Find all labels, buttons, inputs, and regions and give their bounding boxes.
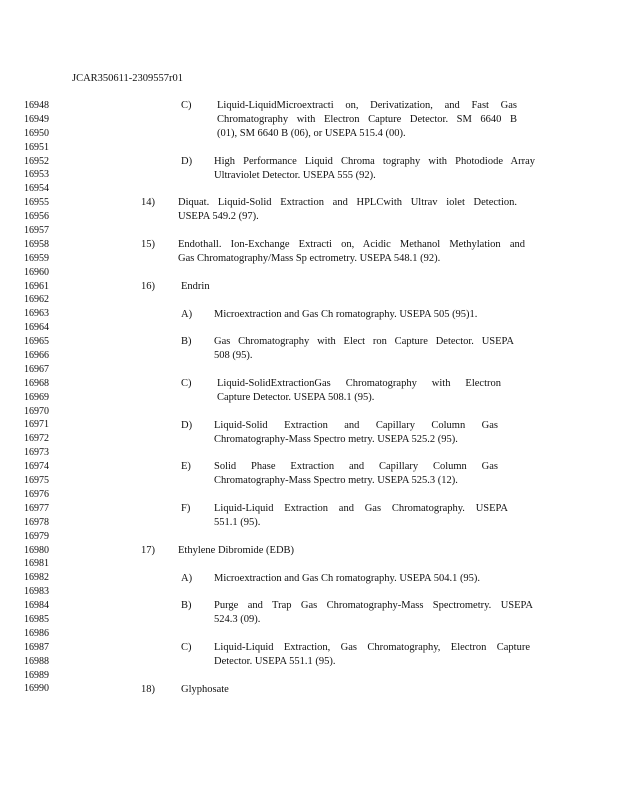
entry-line: 508 (95).	[214, 350, 253, 362]
entry-text	[181, 683, 229, 697]
entry-line: Diquat. Liquid-Solid Extraction and HPLCwith Ultrav iolet Detection.	[178, 197, 517, 209]
entry-line: Solid Phase Extraction and Capillary Column Gas	[214, 461, 498, 473]
entry-line: Gas Chromatography with Elect ron Capture Detector. USEPA	[214, 336, 514, 348]
line-number: 16952	[24, 155, 49, 167]
entry-text	[214, 308, 520, 322]
line-number: 16978	[24, 516, 49, 528]
line-number-column	[24, 99, 49, 696]
entry-text	[217, 377, 501, 405]
document-id: JCAR350611-2309557r01	[72, 73, 184, 84]
entry-text	[181, 280, 210, 294]
line-number: 16973	[24, 447, 49, 459]
entry-line: Gas Chromatography/Mass Sp ectrometry. USEPA 548.1 (92).	[178, 252, 441, 264]
line-number: 16970	[24, 405, 49, 417]
line-number: 16981	[24, 558, 49, 570]
entry-label: E)	[181, 461, 191, 473]
entry-line: 524.3 (09).	[214, 614, 261, 626]
line-number: 16949	[24, 113, 49, 125]
entry-label: C)	[181, 642, 192, 654]
entry-label: 15)	[141, 239, 155, 250]
entry-label: 18)	[141, 683, 155, 695]
line-number: 16982	[24, 572, 49, 584]
line-number: 16950	[24, 127, 49, 139]
entry-line: High Performance Liquid Chroma tography with Photodiode Array	[214, 155, 535, 167]
entry-line: Ultraviolet Detector. USEPA 555 (92).	[214, 169, 376, 181]
line-number: 16958	[24, 238, 49, 250]
entry-line: Microextraction and Gas Ch romatography. USEPA 505 (95)1.	[214, 308, 478, 320]
entry-line: Purge and Trap Gas Chromatography-Mass Spectrometry. USEPA	[214, 600, 533, 612]
line-number: 16972	[24, 433, 49, 445]
line-number: 16955	[24, 197, 49, 209]
entry-text	[214, 502, 508, 530]
entry-line: Liquid-SolidExtractionGas Chromatography with Electron	[217, 378, 501, 389]
entry-text	[217, 99, 517, 141]
line-number: 16980	[24, 544, 49, 556]
line-number: 16976	[24, 488, 49, 500]
line-number: 16961	[24, 280, 49, 292]
line-number: 16977	[24, 502, 49, 514]
line-number: 16963	[24, 308, 49, 320]
line-number: 16983	[24, 586, 49, 598]
entry-label: D)	[181, 155, 193, 167]
entry-label: A)	[181, 308, 193, 320]
entry-label: B)	[181, 600, 192, 612]
entry-text	[214, 572, 520, 586]
entry-label: B)	[181, 336, 192, 348]
entry-line: Glyphosate	[181, 683, 229, 695]
entry-text	[178, 238, 525, 266]
line-number: 16989	[24, 669, 49, 681]
entry-label: 14)	[141, 197, 155, 209]
line-number: 16956	[24, 211, 49, 223]
line-number: 16967	[24, 363, 49, 375]
entry-label: A)	[181, 572, 193, 584]
line-number: 16988	[24, 655, 49, 667]
line-number: 16990	[24, 683, 49, 695]
entry-text	[214, 419, 498, 447]
entry-label: 16)	[141, 280, 155, 292]
line-number: 16965	[24, 336, 49, 348]
line-number: 16971	[24, 419, 49, 431]
line-number: 16954	[24, 183, 49, 195]
line-number: 16962	[24, 294, 49, 306]
entry-text	[178, 544, 294, 558]
entry-label: F)	[181, 503, 191, 515]
entry-label: C)	[181, 100, 192, 111]
entry-text	[214, 155, 535, 183]
line-number: 16974	[24, 461, 49, 473]
line-number: 16966	[24, 350, 49, 362]
entry-line: 551.1 (95).	[214, 517, 261, 528]
entry-line: Liquid-LiquidMicroextracti on, Derivatization, and Fast Gas	[217, 100, 517, 111]
entry-line: Liquid-Liquid Extraction, Gas Chromatography, Electron Capture	[214, 642, 530, 654]
entry-line: Liquid-Solid Extraction and Capillary Column Gas	[214, 419, 498, 431]
entry-text	[214, 335, 514, 363]
line-number: 16975	[24, 475, 49, 487]
entry-text	[214, 460, 498, 488]
line-number: 16953	[24, 169, 49, 181]
entry-line: Chromatography-Mass Spectro metry. USEPA 525.3 (12).	[214, 475, 458, 487]
entry-line: Endrin	[181, 280, 210, 292]
line-number: 16984	[24, 600, 49, 612]
entry-line: Capture Detector. USEPA 508.1 (95).	[217, 391, 375, 403]
entry-line: Liquid-Liquid Extraction and Gas Chromatography. USEPA	[214, 503, 508, 515]
line-number: 16959	[24, 252, 49, 264]
line-number: 16986	[24, 627, 49, 639]
entry-line: Chromatography-Mass Spectro metry. USEPA 525.2 (95).	[214, 433, 458, 445]
entry-line: USEPA 549.2 (97).	[178, 211, 259, 223]
line-number: 16979	[24, 530, 49, 542]
entry-text	[214, 599, 533, 627]
entry-line: (01), SM 6640 B (06), or USEPA 515.4 (00).	[217, 127, 406, 139]
line-number: 16968	[24, 377, 49, 389]
entry-line: Chromatography with Electron Capture Detector. SM 6640 B	[217, 113, 517, 125]
line-number: 16987	[24, 641, 49, 653]
entry-line: Ethylene Dibromide (EDB)	[178, 544, 295, 556]
entry-text	[178, 196, 517, 224]
entry-line: Endothall. Ion-Exchange Extracti on, Acidic Methanol Methylation and	[178, 239, 525, 250]
line-number: 16964	[24, 322, 49, 334]
entry-label: D)	[181, 419, 193, 431]
line-number: 16969	[24, 391, 49, 403]
line-number: 16957	[24, 225, 49, 237]
entry-text	[214, 641, 530, 669]
line-number: 16960	[24, 266, 49, 278]
entry-line: Detector. USEPA 551.1 (95).	[214, 656, 336, 667]
entry-label: C)	[181, 378, 192, 389]
entry-line: Microextraction and Gas Ch romatography. USEPA 504.1 (95).	[214, 572, 481, 584]
entry-label: 17)	[141, 544, 155, 556]
line-number: 16948	[24, 100, 49, 111]
line-number: 16985	[24, 613, 49, 625]
line-number: 16951	[24, 141, 49, 153]
